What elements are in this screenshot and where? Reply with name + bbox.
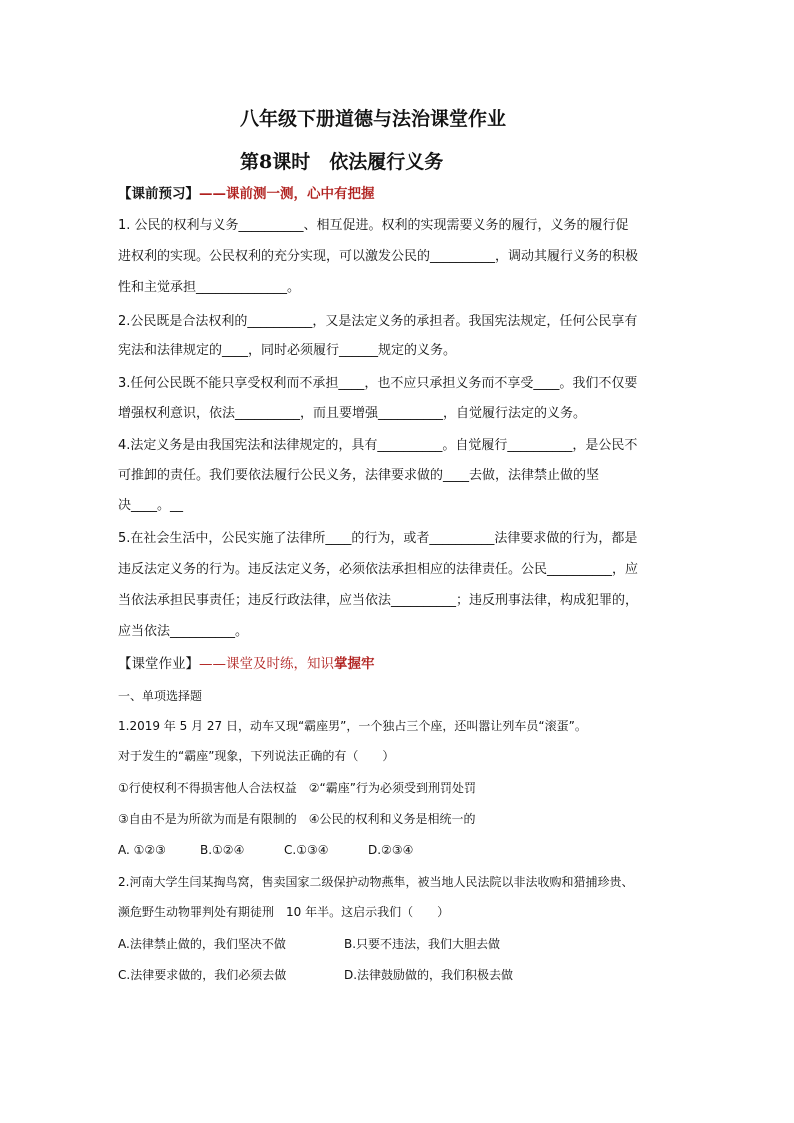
question-2-options-row2 (118, 965, 513, 985)
preview-line: 3.任何公民既不能只享受权利而不承担____，也不应只承担义务而不享受____。我们不仅要 (118, 376, 638, 391)
option-c[interactable]: C.①③④ (284, 843, 329, 857)
option-d[interactable]: D.②③④ (368, 843, 414, 857)
preview-line: 可推卸的责任。我们要依法履行公民义务，法律要求做的____去做，法律禁止做的坚 (118, 468, 600, 483)
preview-line: 增强权利意识，依法__________，而且要增强__________，自觉履行法定的义务。 (118, 406, 587, 421)
option-d[interactable]: D.法律鼓励做的，我们积极去做 (344, 968, 514, 982)
preview-line: 5.在社会生活中，公民实施了法律所____的行为，或者__________法律要求做的行为，都是 (118, 531, 638, 546)
question-1-prompt: 对于发生的“霸座”现象，下列说法正确的有（ ） (118, 749, 395, 763)
document-title: 八年级下册道德与法治课堂作业 (240, 108, 507, 130)
option-b[interactable]: B.①②④ (200, 843, 245, 857)
section-heading: 一、单项选择题 (118, 689, 203, 703)
option-a[interactable]: A. ①②③ (118, 843, 166, 857)
question-2-stem: 2.河南大学生闫某掏鸟窝，售卖国家二级保护动物燕隼，被当地人民法院以非法收购和猎捕珍贵、 (118, 875, 634, 889)
option-b[interactable]: B.只要不违法，我们大胆去做 (344, 937, 501, 951)
question-1-options (118, 840, 413, 860)
classwork-tag: 【课堂作业】 (118, 656, 199, 672)
classwork-heading (118, 654, 375, 674)
classwork-subtitle: ——课堂及时练，知识 (199, 656, 334, 672)
preview-subtitle: ——课前测一测，心中有把握 (199, 186, 375, 202)
preview-line: 应当依法__________。 (118, 624, 249, 639)
preview-line: 当依法承担民事责任；违反行政法律，应当依法__________；违反刑事法律，构成犯罪的， (118, 593, 639, 608)
question-1-stem: 1.2019 年 5 月 27 日，动车又现“霸座男”，一个独占三个座，还叫嚣让列车员“滚蛋”。 (118, 719, 587, 733)
lesson-title: 第8课时 依法履行义务 (240, 151, 444, 173)
classwork-subtitle-emphasis: 掌握牢 (334, 656, 375, 672)
question-1-statements: ③自由不是为所欲为而是有限制的 ④公民的权利和义务是相统一的 (118, 812, 476, 826)
question-1-statements: ①行使权利不得损害他人合法权益 ②“霸座”行为必须受到刑罚处罚 (118, 781, 476, 795)
preview-line: 性和主觉承担______________。 (118, 280, 301, 295)
question-2-prompt: 濒危野生动物罪判处有期徒刑 10 年半。这启示我们（ ） (118, 905, 450, 919)
preview-line: 1. 公民的权利与义务__________、相互促进。权利的实现需要义务的履行，义务的履行促 (118, 218, 629, 233)
preview-line: 违反法定义务的行为。违反法定义务，必须依法承担相应的法律责任。公民__________，应 (118, 562, 639, 577)
preview-line: 决____。__ (118, 498, 184, 513)
question-2-options-row1 (118, 934, 500, 954)
preview-line: 进权利的实现。公民权利的充分实现，可以激发公民的__________，调动其履行义务的积极 (118, 249, 639, 264)
preview-line: 宪法和法律规定的____，同时必须履行______规定的义务。 (118, 343, 457, 358)
preview-tag: 【课前预习】 (118, 186, 199, 202)
option-a[interactable]: A.法律禁止做的，我们坚决不做 (118, 937, 286, 951)
option-c[interactable]: C.法律要求做的，我们必须去做 (118, 968, 287, 982)
preview-line: 4.法定义务是由我国宪法和法律规定的，具有__________。自觉履行__________，是公民不 (118, 438, 638, 453)
preview-line: 2.公民既是合法权利的__________，又是法定义务的承担者。我国宪法规定，任何公民享有 (118, 314, 638, 329)
preview-heading (118, 184, 375, 204)
